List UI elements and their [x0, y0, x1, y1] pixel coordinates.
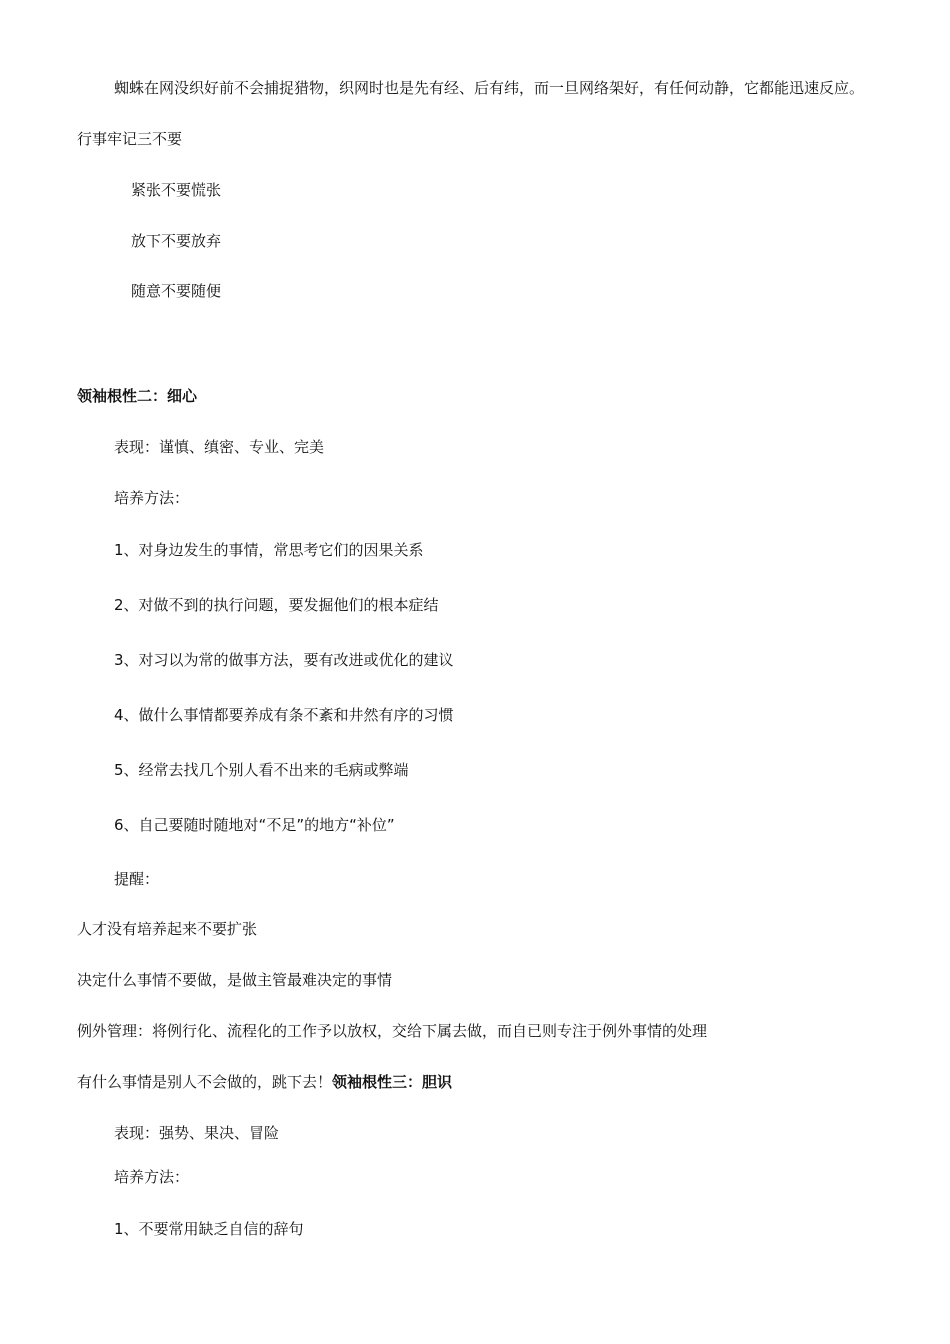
closing-text: 有什么事情是别人不会做的，跳下去！ [77, 1073, 333, 1091]
method-item: 2、对做不到的执行问题，要发掘他们的根本症结 [114, 596, 439, 614]
section-heading: 领袖根性三：胆识 [332, 1073, 453, 1091]
reminder-item: 决定什么事情不要做，是做主管最难决定的事情 [77, 971, 393, 989]
section-heading: 领袖根性二：细心 [77, 387, 198, 405]
rule-item: 紧张不要慌张 [131, 181, 222, 199]
intro-paragraph: 蜘蛛在网没织好前不会捕捉猎物，织网时也是先有经、后有纬，而一旦网络架好，有任何动静，它都能迅速反应。 [114, 79, 865, 97]
rule-item: 随意不要随便 [131, 282, 222, 300]
reminder-item: 人才没有培养起来不要扩张 [77, 920, 258, 938]
method-item: 1、不要常用缺乏自信的辞句 [114, 1220, 304, 1238]
method-label: 培养方法： [114, 1168, 190, 1186]
rule-heading: 行事牢记三不要 [77, 130, 183, 148]
reminder-item: 例外管理：将例行化、流程化的工作予以放权，交给下属去做，而自已则专注于例外事情的处理 [77, 1022, 708, 1040]
method-label: 培养方法： [114, 489, 190, 507]
reminder-label: 提醒： [114, 870, 160, 888]
performance-text: 表现：谨慎、缜密、专业、完美 [114, 438, 325, 456]
rule-item: 放下不要放弃 [131, 232, 222, 250]
performance-text: 表现：强势、果决、冒险 [114, 1124, 280, 1142]
method-item: 6、自己要随时随地对“不足”的地方“补位” [114, 816, 395, 834]
method-item: 4、做什么事情都要养成有条不紊和井然有序的习惯 [114, 706, 454, 724]
closing-line [77, 1072, 452, 1092]
method-item: 1、对身边发生的事情，常思考它们的因果关系 [114, 541, 424, 559]
method-item: 5、经常去找几个别人看不出来的毛病或弊端 [114, 761, 409, 779]
method-item: 3、对习以为常的做事方法，要有改进或优化的建议 [114, 651, 454, 669]
